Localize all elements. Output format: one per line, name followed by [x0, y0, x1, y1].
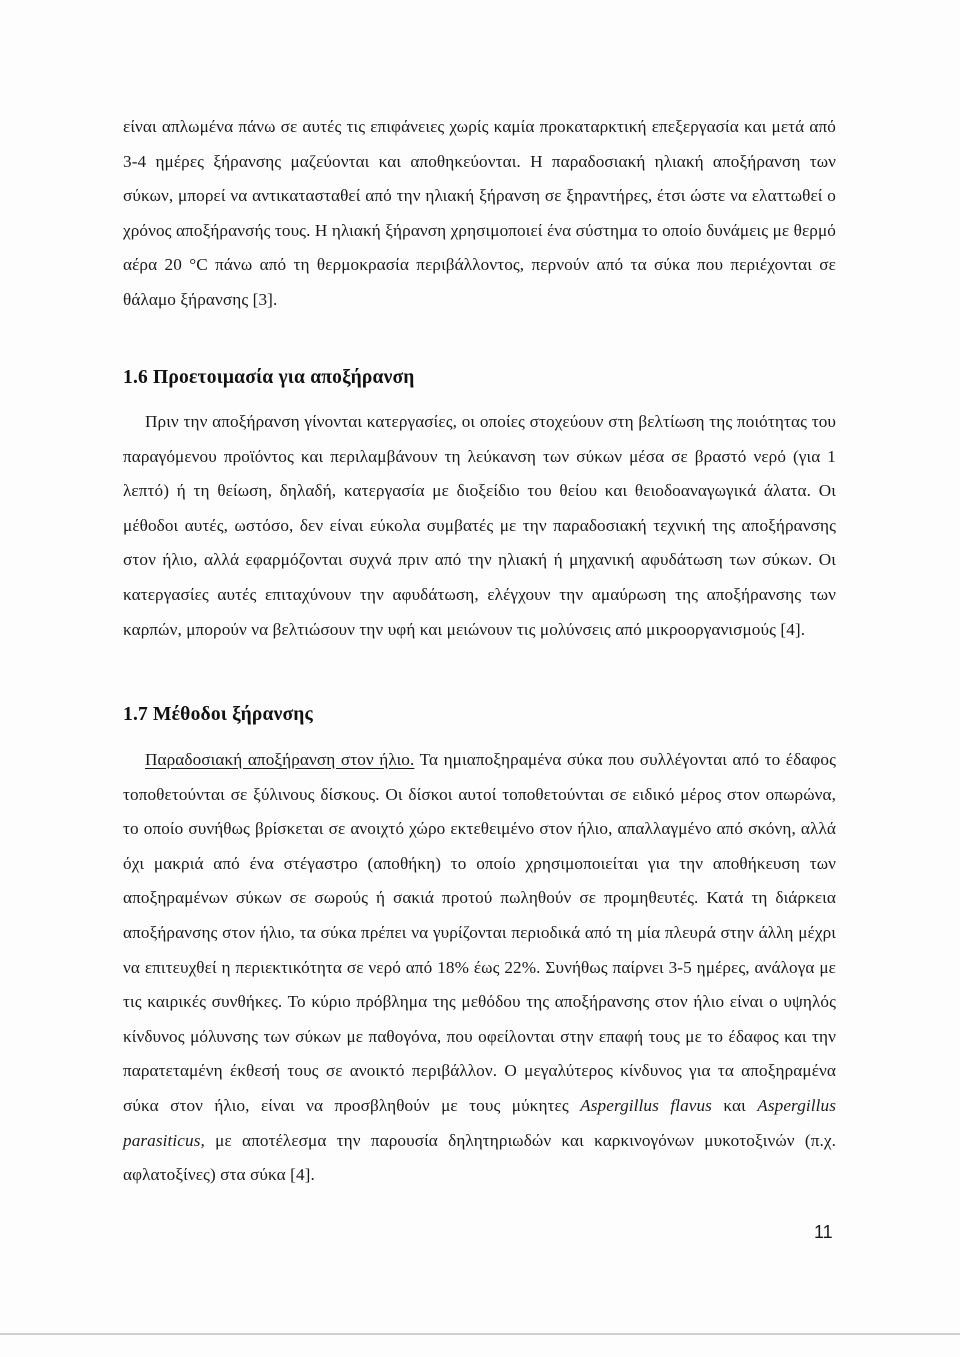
paragraph-text-end: με αποτέλεσμα την παρουσία δηλητηριωδών και καρκινογόνων μυκοτοξινών (π.χ. αφλατοξίνες) στα σύκα [4]. [123, 1130, 836, 1185]
page-number: 11 [814, 1222, 833, 1242]
paragraph-text: Τα ημιαποξηραμένα σύκα που συλλέγονται από το έδαφος τοποθετούνται σε ξύλινους δίσκους. Οι δίσκοι αυτοί τοποθετούνται σε ειδικό μέρος στον οπωρώνα, το οποίο συνήθως βρίσκεται σε ανοιχτό χώρο εκτεθειμένο στον ήλιο, απαλλαγμένο από σκόνη, αλλά όχι μακριά από ένα στέγαστρο (αποθήκη) το οποίο χρησιμοποιείται για την αποθήκευση των αποξηραμένων σύκων σε σωρούς ή σακιά προτού πωληθούν σε προμηθευτές. Κατά τη διάρκεια αποξήρανσης στον ήλιο, τα σύκα πρέπει να γυρίζονται περιοδικά από τη μία πλευρά στην άλλη μέχρι να επιτευχθεί η περιεκτικότητα σε νερό από 18% έως 22%. Συνήθως παίρνει 3-5 ημέρες, ανάλογα με τις καιρικές συνθήκες. Το κύριο πρόβλημα της μεθόδου της αποξήρανσης στον ήλιο είναι ο υψηλός κίνδυνος μόλυνσης των σύκων με παθογόνα, που οφείλονται στην επαφή τους με το έδαφος και την παρατεταμένη έκθεσή τους σε ανοικτό περιβάλλον. Ο μεγαλύτερος κίνδυνος για τα αποξηραμένα σύκα στον ήλιο, είναι να προσβληθούν με τους μύκητες [123, 750, 837, 1115]
section-1-7-paragraph [123, 743, 836, 1193]
section-heading-1-6: 1.6 Προετοιμασία για αποξήρανση [123, 367, 415, 388]
underlined-subheading: Παραδοσιακή αποξήρανση στον ήλιο. [145, 750, 415, 769]
species-name: Aspergillus parasiticus, [123, 1095, 836, 1150]
section-heading-1-7: 1.7 Μέθοδοι ξήρανσης [123, 704, 313, 725]
section-1-6-paragraph: Πριν την αποξήρανση γίνονται κατεργασίες, οι οποίες στοχεύουν στη βελτίωση της ποιότητας του παραγόμενου προϊόντος και περιλαμβάνουν τη λεύκανση των σύκων μέσα σε βραστό νερό (για 1 λεπτό) ή τη θείωση, δηλαδή, κατεργασία με διοξείδιο του θείου και θειοδοαναγωγικά άλατα. Οι μέθοδοι αυτές, ωστόσο, δεν είναι εύκολα συμβατές με την παραδοσιακή τεχνική της αποξήρανσης στον ήλιο, αλλά εφαρμόζονται συχνά πριν από την ηλιακή ή μηχανική αφυδάτωση των σύκων. Οι κατεργασίες αυτές επιταχύνουν την αφυδάτωση, ελέγχουν την αμαύρωση της αποξήρανσης των καρπών, μπορούν να βελτιώσουν την υφή και μειώνουν τις μολύνσεις από μικροοργανισμούς [4]. [123, 412, 836, 639]
species-name: Aspergillus flavus [580, 1095, 712, 1115]
scan-edge-divider [0, 1333, 960, 1335]
conjunction-text: και [711, 1095, 758, 1115]
paragraph-continued: είναι απλωμένα πάνω σε αυτές τις επιφάνειες χωρίς καμία προκαταρκτική επεξεργασία και μετά από 3-4 ημέρες ξήρανσης μαζεύονται και αποθηκεύονται. Η παραδοσιακή ηλιακή αποξήρανση των σύκων, μπορεί να αντικατασταθεί από την ηλιακή ξήρανση σε ξηραντήρες, έτσι ώστε να ελαττωθεί ο χρόνος αποξήρανσής τους. Η ηλιακή ξήρανση χρησιμοποιεί ένα σύστημα το οποίο δυνάμεις με θερμό αέρα 20 °C πάνω από τη θερμοκρασία περιβάλλοντος, περνούν από τα σύκα που περιέχονται σε θάλαμο ξήρανσης [3]. [123, 117, 836, 309]
